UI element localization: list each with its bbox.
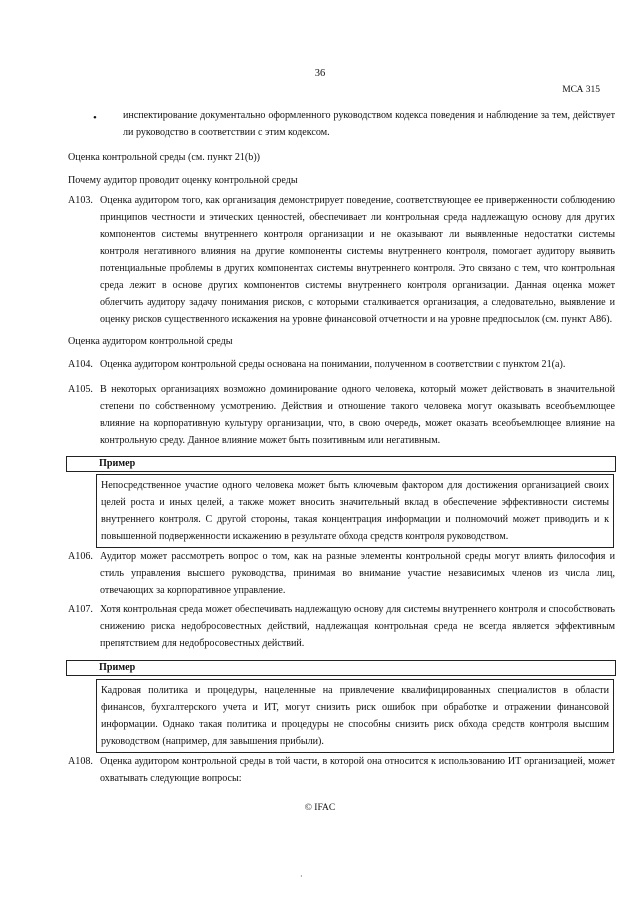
standard-label: МСА 315	[562, 85, 600, 95]
scan-mark: ·	[300, 872, 303, 881]
heading-control-environment: Оценка контрольной среды (см. пункт 21(b))	[68, 152, 261, 163]
paragraph-a106	[68, 548, 615, 599]
paragraph-text: Аудитор может рассмотреть вопрос о том, как на разные элементы контрольной среды могут влиять философия и стиль управления высшего руководства, принимая во внимание участие независимых членов из числа лиц, отвечающих за корпоративное управление.	[100, 551, 615, 596]
paragraph-a104	[68, 356, 615, 373]
paragraph-number: A103.	[68, 195, 93, 206]
footer-copyright: © IFAC	[304, 803, 336, 813]
paragraph-a105	[68, 381, 615, 449]
heading-auditor-assessment: Оценка аудитором контрольной среды	[68, 336, 233, 347]
bullet-icon: •	[93, 112, 97, 124]
heading-why-assess: Почему аудитор проводит оценку контрольной среды	[68, 175, 298, 186]
example-2-title: Пример	[99, 662, 136, 673]
example-2-box: Кадровая политика и процедуры, нацеленные на привлечение квалифицированных специалистов в области финансов, бухгалтерского учета и ИТ, могут снизить риск ошибок при обработке и отражении финансовой информации. Однако такая политика и процедуры не способны снизить риск обхода средств контроля высшим руководством (например, для завышения прибыли).	[96, 679, 614, 753]
example-1-divider	[66, 471, 616, 472]
paragraph-a103	[68, 192, 615, 328]
paragraph-number: A106.	[68, 551, 93, 562]
paragraph-text: Оценка аудитором контрольной среды в той части, в которой она относится к использованию ИТ организацией, может охватывать следующие вопросы:	[100, 756, 615, 784]
paragraph-text: Хотя контрольная среда может обеспечивать надлежащую основу для системы внутреннего контроля и способствовать снижению риска недобросовестных действий, надлежащая контрольная среда не всегда является эффективным препятствием для недобросовестных действий.	[100, 604, 615, 649]
paragraph-number: A105.	[68, 384, 93, 395]
paragraph-number: A107.	[68, 604, 93, 615]
paragraph-number: A108.	[68, 756, 93, 767]
example-1-header	[66, 456, 616, 471]
paragraph-text: В некоторых организациях возможно доминирование одного человека, который может действовать в значительной степени по собственному усмотрению. Действия и отношение такого человека могут оказывать всеобъемлющее влияние на корпоративную культуру организации, что, в свою очередь, может оказать всеобъемлющее влияние на контрольную среду. Данное влияние может быть позитивным или негативным.	[100, 384, 615, 446]
page-number: 36	[314, 68, 326, 79]
example-2-header	[66, 660, 616, 675]
bullet-text: инспектирование документально оформленного руководством кодекса поведения и наблюдение за тем, действует ли руководство в соответствии с этим кодексом.	[123, 110, 615, 138]
paragraph-a107	[68, 601, 615, 652]
example-1-box: Непосредственное участие одного человека может быть ключевым фактором для достижения организацией своих целей роста и иных целей, а также может вносить значительный вклад в обеспечение эффективности системы внутреннего контроля. С другой стороны, такая концентрация информации и полномочий может приводить и к повышенной подверженности искажению в результате обхода средств контроля руководством.	[96, 474, 614, 548]
example-1-title: Пример	[99, 458, 136, 469]
paragraph-a108	[68, 753, 615, 787]
example-2-divider	[66, 675, 616, 676]
paragraph-text: Оценка аудитором того, как организация демонстрирует поведение, соответствующее ее приверженности соблюдению принципов честности и этических ценностей, обеспечивает ли контрольная среда надлежащую основу для других компонентов системы внутреннего контроля организации и не оказывают ли выявленные недостатки системы контроля негативного влияния на другие компоненты системы внутреннего контроля, помогает аудитору выявить потенциальные проблемы в других компонентах системы внутреннего контроля. Это связано с тем, что контрольная среда лежит в основе других компонентов системы внутреннего контроля организации. Данная оценка может облегчить аудитору задачу понимания рисков, с которыми сталкивается организация, а следовательно, выявление и оценку рисков существенного искажения на уровне финансовой отчетности и на уровне предпосылок (см. пункт A86).	[100, 195, 615, 325]
paragraph-number: A104.	[68, 359, 93, 370]
paragraph-text: Оценка аудитором контрольной среды основана на понимании, полученном в соответствии с пунктом 21(a).	[100, 359, 566, 370]
